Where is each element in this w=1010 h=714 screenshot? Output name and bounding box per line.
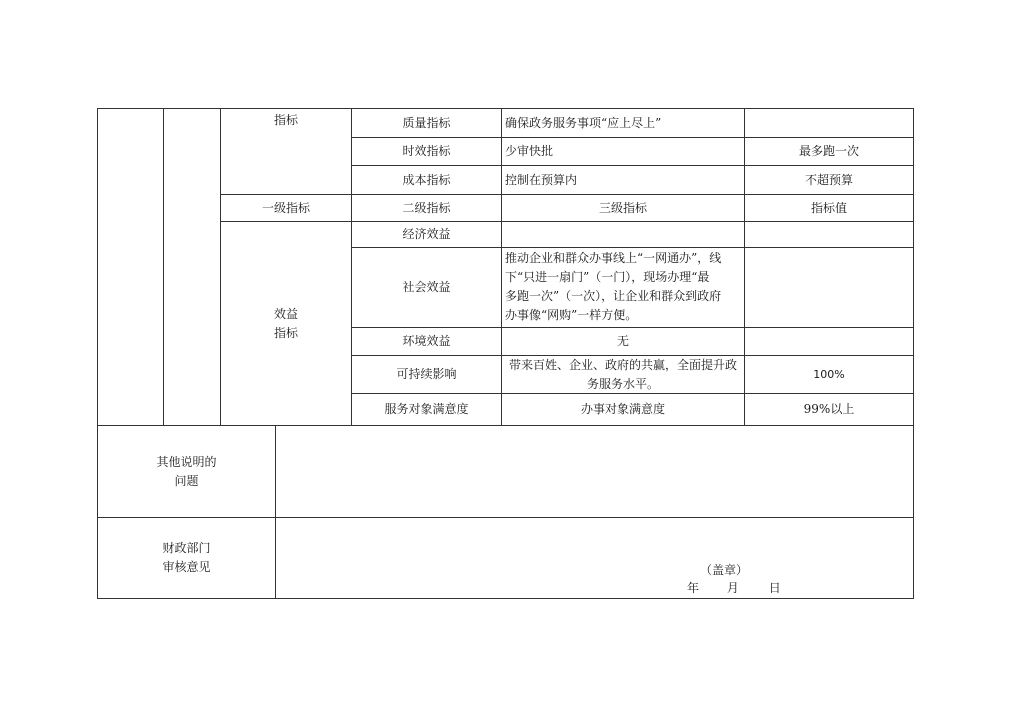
other-notes-content <box>276 426 913 517</box>
benefit-indicator-label: 效益 指标 <box>273 306 298 340</box>
environmental-benefit-level2: 环境效益 <box>402 334 451 348</box>
timeliness-indicator-level3: 少审快批 <box>505 144 554 158</box>
quality-indicator-level2: 质量指标 <box>402 115 451 130</box>
environmental-benefit-level3: 无 <box>616 334 629 348</box>
satisfaction-level2: 服务对象满意度 <box>384 402 469 416</box>
finance-review-label: 财政部门 审核意见 <box>162 541 211 574</box>
social-benefit-value <box>745 248 913 327</box>
cost-indicator-value: 不超预算 <box>804 172 853 187</box>
header-value: 指标值 <box>810 200 847 215</box>
sustainable-impact-value: 100% <box>813 368 845 381</box>
finance-date <box>687 579 781 598</box>
quality-indicator-level3: 确保政务服务事项“应上尽上” <box>505 115 662 130</box>
timeliness-indicator-value: 最多跑一次 <box>798 144 859 158</box>
economic-benefit-level3 <box>502 222 744 247</box>
economic-benefit-value <box>745 222 913 247</box>
header-level2: 二级指标 <box>402 200 451 215</box>
cost-indicator-level3: 控制在预算内 <box>505 172 578 187</box>
sustainable-impact-level3: 带来百姓、企业、政府的共赢，全面提升政 务服务水平。 <box>508 357 737 391</box>
social-benefit-level2: 社会效益 <box>402 280 451 294</box>
environmental-benefit-value <box>745 328 913 355</box>
social-benefit-level3: 推动企业和群众办事线上“一网通办”，线 下“只进一扇门”（一门），现场办理“最 多跑一次”（一次），让企业和群众到政府 办事像“网购”一样方便。 <box>505 251 722 322</box>
timeliness-indicator-level2: 时效指标 <box>402 144 451 158</box>
other-notes-label: 其他说明的 问题 <box>156 454 217 488</box>
satisfaction-level3: 办事对象满意度 <box>580 402 665 416</box>
finance-seal-text: （盖章） <box>700 563 749 577</box>
indicator-label-top: 指标 <box>273 113 298 127</box>
economic-benefit-level2: 经济效益 <box>402 227 451 241</box>
quality-indicator-value <box>745 109 913 137</box>
header-level1: 一级指标 <box>261 200 310 215</box>
cost-indicator-level2: 成本指标 <box>402 172 451 187</box>
date-year: 年 <box>687 581 700 595</box>
satisfaction-value: 99%以上 <box>803 402 855 416</box>
date-month: 月 <box>726 581 739 595</box>
date-day: 日 <box>768 581 781 595</box>
header-level3: 三级指标 <box>598 200 647 215</box>
sustainable-impact-level2: 可持续影响 <box>396 367 457 381</box>
